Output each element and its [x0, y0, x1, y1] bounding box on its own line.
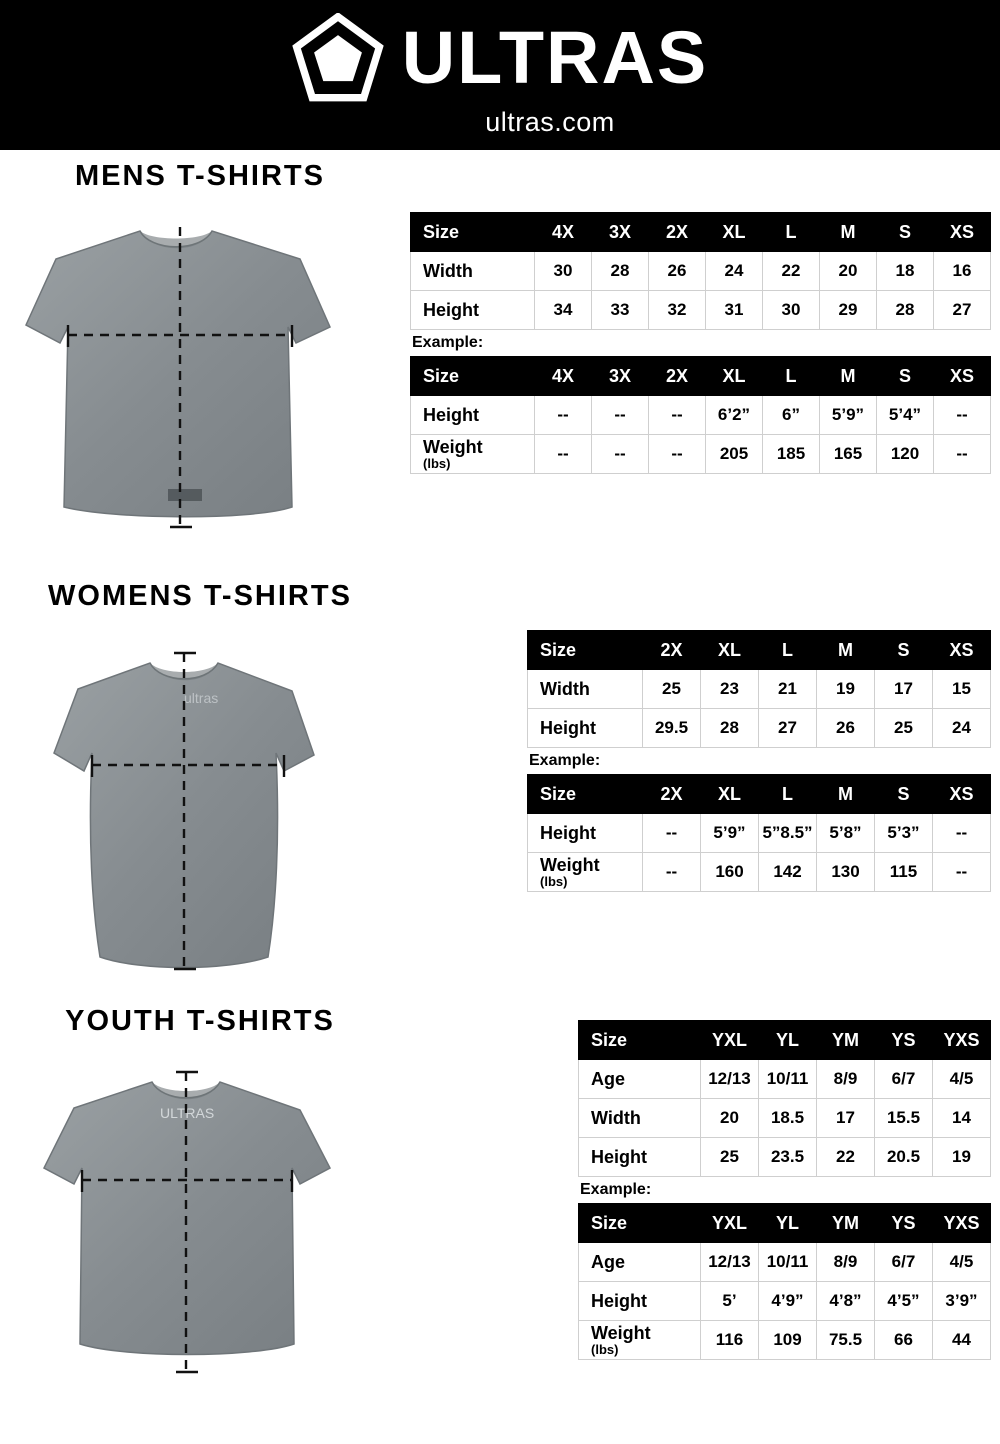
page-header	[0, 0, 1000, 150]
th-l: L	[763, 213, 820, 252]
th-yxs: YXS	[933, 1021, 991, 1060]
th-size: Size	[528, 775, 643, 814]
row-label-height: Height	[579, 1282, 701, 1321]
cell: 4/5	[933, 1060, 991, 1099]
th-m: M	[820, 213, 877, 252]
th-yl: YL	[759, 1204, 817, 1243]
cell: 22	[763, 252, 820, 291]
youth-tables	[578, 1020, 990, 1360]
th-l: L	[763, 357, 820, 396]
cell: 142	[759, 853, 817, 892]
th-2x: 2X	[649, 357, 706, 396]
cell: 3’9”	[933, 1282, 991, 1321]
th-size: Size	[411, 213, 535, 252]
th-l: L	[759, 631, 817, 670]
cell: 27	[934, 291, 991, 330]
row-label-width: Width	[411, 252, 535, 291]
cell: 6/7	[875, 1243, 933, 1282]
cell: 26	[817, 709, 875, 748]
cell: --	[535, 396, 592, 435]
table-row	[411, 291, 991, 330]
cell: --	[649, 396, 706, 435]
th-xs: XS	[933, 631, 991, 670]
cell: --	[649, 435, 706, 474]
table-row	[579, 1138, 991, 1177]
brand-block	[0, 0, 1000, 150]
row-label-width: Width	[528, 670, 643, 709]
row-label-weight-text: Weight	[591, 1322, 651, 1343]
row-label-age: Age	[579, 1243, 701, 1282]
svg-text:ULTRAS: ULTRAS	[160, 1105, 215, 1121]
cell: 29	[820, 291, 877, 330]
cell: 30	[763, 291, 820, 330]
cell: --	[933, 814, 991, 853]
cell: --	[592, 435, 649, 474]
th-l: L	[759, 775, 817, 814]
th-size: Size	[579, 1021, 701, 1060]
cell: 5’	[701, 1282, 759, 1321]
cell: 19	[817, 670, 875, 709]
table-row	[579, 1243, 991, 1282]
cell: 19	[933, 1138, 991, 1177]
th-m: M	[817, 775, 875, 814]
cell: 165	[820, 435, 877, 474]
row-label-weight-unit: (lbs)	[540, 873, 568, 889]
cell: 21	[759, 670, 817, 709]
womens-tshirt-image	[0, 627, 400, 982]
row-label-weight-text: Weight	[540, 854, 600, 875]
youth-size-table	[578, 1020, 991, 1177]
cell: 32	[649, 291, 706, 330]
cell: 15	[933, 670, 991, 709]
cell: 115	[875, 853, 933, 892]
cell: 120	[877, 435, 934, 474]
cell: 18.5	[759, 1099, 817, 1138]
cell: --	[934, 396, 991, 435]
svg-text:ultras: ultras	[184, 690, 219, 706]
th-ym: YM	[817, 1021, 875, 1060]
cell: 24	[933, 709, 991, 748]
mens-tshirt-image	[0, 207, 400, 552]
cell: 205	[706, 435, 763, 474]
womens-tables	[527, 630, 990, 892]
cell: 15.5	[875, 1099, 933, 1138]
table-row	[579, 1060, 991, 1099]
th-s: S	[877, 213, 934, 252]
cell: 17	[875, 670, 933, 709]
th-m: M	[817, 631, 875, 670]
cell: 8/9	[817, 1243, 875, 1282]
cell: 4’5”	[875, 1282, 933, 1321]
cell: 4’9”	[759, 1282, 817, 1321]
cell: 12/13	[701, 1243, 759, 1282]
th-xl: XL	[701, 631, 759, 670]
table-row	[528, 709, 991, 748]
pentagon-logo-icon	[292, 13, 384, 105]
th-3x: 3X	[592, 357, 649, 396]
table-row	[411, 396, 991, 435]
youth-example-label: Example:	[580, 1181, 652, 1198]
cell: 109	[759, 1321, 817, 1360]
cell: --	[934, 435, 991, 474]
th-size: Size	[411, 357, 535, 396]
cell: 130	[817, 853, 875, 892]
cell: --	[535, 435, 592, 474]
cell: 160	[701, 853, 759, 892]
womens-example-label: Example:	[529, 752, 601, 769]
brand-name: ULTRAS	[401, 16, 709, 100]
th-ys: YS	[875, 1021, 933, 1060]
th-xl: XL	[701, 775, 759, 814]
mens-example-label: Example:	[412, 334, 484, 351]
table-header-row	[579, 1021, 991, 1060]
th-s: S	[877, 357, 934, 396]
table-header-row	[411, 213, 991, 252]
th-s: S	[875, 775, 933, 814]
youth-section-title: YOUTH T-SHIRTS	[65, 1005, 335, 1037]
mens-section-title: MENS T-SHIRTS	[75, 160, 325, 192]
cell: 20.5	[875, 1138, 933, 1177]
th-2x: 2X	[643, 631, 701, 670]
table-header-row	[411, 357, 991, 396]
womens-section-left	[0, 580, 400, 982]
th-xs: XS	[933, 775, 991, 814]
cell: 5’9”	[820, 396, 877, 435]
table-header-row	[528, 631, 991, 670]
row-label-weight-unit: (lbs)	[423, 455, 451, 471]
table-row	[579, 1321, 991, 1360]
cell: 34	[535, 291, 592, 330]
cell: 4/5	[933, 1243, 991, 1282]
table-row	[528, 814, 991, 853]
cell: 8/9	[817, 1060, 875, 1099]
cell: 5’3”	[875, 814, 933, 853]
cell: 23	[701, 670, 759, 709]
cell: 29.5	[643, 709, 701, 748]
table-row	[411, 435, 991, 474]
brand-row	[292, 13, 709, 105]
cell: 28	[701, 709, 759, 748]
womens-section-title: WOMENS T-SHIRTS	[48, 580, 352, 612]
th-3x: 3X	[592, 213, 649, 252]
th-yxl: YXL	[701, 1204, 759, 1243]
row-label-weight	[411, 435, 535, 474]
cell: 20	[701, 1099, 759, 1138]
cell: 6’2”	[706, 396, 763, 435]
cell: 5’4”	[877, 396, 934, 435]
cell: 31	[706, 291, 763, 330]
row-label-height: Height	[579, 1138, 701, 1177]
row-label-weight-unit: (lbs)	[591, 1341, 619, 1357]
th-yxs: YXS	[933, 1204, 991, 1243]
cell: --	[933, 853, 991, 892]
cell: --	[643, 853, 701, 892]
mens-section-left	[0, 160, 400, 552]
cell: 10/11	[759, 1243, 817, 1282]
cell: 18	[877, 252, 934, 291]
cell: 4’8”	[817, 1282, 875, 1321]
youth-tshirt-image	[0, 1052, 400, 1397]
cell: 20	[820, 252, 877, 291]
cell: 24	[706, 252, 763, 291]
table-header-row	[579, 1204, 991, 1243]
table-row	[579, 1099, 991, 1138]
th-yxl: YXL	[701, 1021, 759, 1060]
cell: 26	[649, 252, 706, 291]
th-size: Size	[579, 1204, 701, 1243]
youth-example-table	[578, 1203, 991, 1360]
row-label-weight-text: Weight	[423, 436, 483, 457]
th-ys: YS	[875, 1204, 933, 1243]
brand-website: ultras.com	[485, 106, 615, 137]
mens-tables	[410, 212, 990, 474]
cell: 17	[817, 1099, 875, 1138]
table-row	[411, 252, 991, 291]
row-label-weight	[528, 853, 643, 892]
th-xs: XS	[934, 357, 991, 396]
womens-example-table	[527, 774, 991, 892]
th-4x: 4X	[535, 213, 592, 252]
th-xl: XL	[706, 213, 763, 252]
cell: 185	[763, 435, 820, 474]
th-4x: 4X	[535, 357, 592, 396]
th-2x: 2X	[643, 775, 701, 814]
th-ym: YM	[817, 1204, 875, 1243]
cell: 16	[934, 252, 991, 291]
cell: 23.5	[759, 1138, 817, 1177]
cell: 14	[933, 1099, 991, 1138]
cell: 10/11	[759, 1060, 817, 1099]
cell: 28	[592, 252, 649, 291]
table-row	[528, 670, 991, 709]
th-m: M	[820, 357, 877, 396]
cell: 12/13	[701, 1060, 759, 1099]
row-label-height: Height	[528, 814, 643, 853]
cell: 25	[875, 709, 933, 748]
cell: 6/7	[875, 1060, 933, 1099]
cell: 5’8”	[817, 814, 875, 853]
cell: 66	[875, 1321, 933, 1360]
cell: 22	[817, 1138, 875, 1177]
row-label-height: Height	[411, 291, 535, 330]
womens-size-table	[527, 630, 991, 748]
cell: 25	[701, 1138, 759, 1177]
table-row	[579, 1282, 991, 1321]
table-row	[528, 853, 991, 892]
cell: 5”8.5”	[759, 814, 817, 853]
th-size: Size	[528, 631, 643, 670]
cell: 33	[592, 291, 649, 330]
mens-size-table	[410, 212, 991, 330]
mens-example-table	[410, 356, 991, 474]
youth-section-left	[0, 1005, 400, 1397]
cell: 44	[933, 1321, 991, 1360]
cell: 25	[643, 670, 701, 709]
row-label-age: Age	[579, 1060, 701, 1099]
th-s: S	[875, 631, 933, 670]
th-yl: YL	[759, 1021, 817, 1060]
th-xs: XS	[934, 213, 991, 252]
row-label-height: Height	[411, 396, 535, 435]
cell: --	[643, 814, 701, 853]
table-header-row	[528, 775, 991, 814]
cell: 28	[877, 291, 934, 330]
cell: --	[592, 396, 649, 435]
row-label-width: Width	[579, 1099, 701, 1138]
th-2x: 2X	[649, 213, 706, 252]
cell: 6”	[763, 396, 820, 435]
cell: 75.5	[817, 1321, 875, 1360]
cell: 30	[535, 252, 592, 291]
row-label-height: Height	[528, 709, 643, 748]
cell: 5’9”	[701, 814, 759, 853]
row-label-weight	[579, 1321, 701, 1360]
cell: 116	[701, 1321, 759, 1360]
cell: 27	[759, 709, 817, 748]
th-xl: XL	[706, 357, 763, 396]
